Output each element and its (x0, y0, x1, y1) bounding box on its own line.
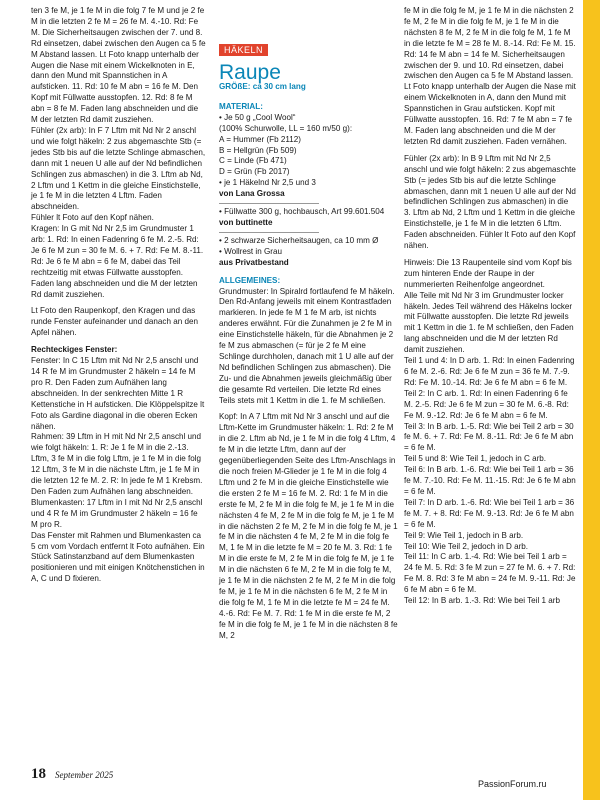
article-title: Raupe (219, 61, 281, 84)
material-heading: MATERIAL: (219, 101, 263, 111)
material-source: aus Privatbestand (219, 257, 289, 267)
general-heading: ALLGEMEINES: (219, 275, 281, 285)
paragraph: Fühler (2x arb): In B 9 Lftm mit Nd Nr 2,5 anschl und wie folgt häkeln: 2 zus abgemaschte Stb (= jedes Stb bis auf die letzte Schlinge abmaschen, dann mit 1 neuen U alle auf der Nd befindlichen Schlingen zus abmaschen) in die 3. Lftm ab Nd, 2 Lftm und 1 Kettm in die gleiche Einstichstelle, je 1 fe M in die letzten 6 Lftm. Faden abschneiden. Fühler lt Foto auf den Kopf nähen. (404, 153, 576, 251)
material-line: B = Hellgrün (Fb 509) (219, 145, 297, 155)
paragraph: Lt Foto den Raupenkopf, den Kragen und das runde Fenster aufeinander und danach an den Apfel nähen. (31, 306, 198, 338)
paragraph: Grundmuster: In Spiralrd fortlaufend fe M häkeln. Den Rd-Anfang jeweils mit einem Kontrastfaden markieren. In jede fe M 1 fe M arb, ist nichts anderes erwähnt. Für die Zunahmen je 2 fe M in eine Einstichstelle häkeln, für die Abnahmen je 2 fe M zus abmaschen (= für je 2 fe M eine Schlinge durchholen, danach mit 1 U alle auf der Nd befindlichen Schlingen zus abmaschen). Die Zu- und die Abnahmen jeweils gleichmäßig über die gesamte Rd verteilen. Die letzte Rd eines Teils stets mit 1 Kettm in die 1. fe M schließen. (219, 286, 395, 405)
paragraph: ten 3 fe M, je 1 fe M in die folg 7 fe M und je 2 fe M in die letzten 2 fe M = 26 fe M. 4.-10. Rd: Fe M. Die Sicherheitsaugen zwischen der 7. und 8. Rd einsetzen, dabei zwischen den Augen ca 5 fe M Abstand lassen. Lt Foto knapp unterhalb der Augen die Nase mit einem Wickelknoten in E, dann den Mund mit Spannstichen in A aufsticken. 11. Rd: 10 fe M abn = 16 fe M. Den Kopf mit Füllwatte ausstopfen. 12. Rd: 8 fe M abn = 8 fe M. Faden lang abschneiden und die M der letzten Rd damit zusziehen. (31, 6, 206, 125)
material-line: C = Linde (Fb 471) (219, 156, 287, 166)
material-line: D = Grün (Fb 2017) (219, 167, 290, 177)
paragraph: Teil 7: In D arb. 1.-6. Rd: Wie bei Teil 1 arb = 36 fe M. 7. + 8. Rd: Fe M. 9.-13. Rd: Je 6 fe M abn = 6 fe M. (404, 497, 575, 529)
material-line: A = Hummer (Fb 2112) (219, 134, 301, 144)
material-line: • je 1 Häkelnd Nr 2,5 und 3 (219, 178, 316, 188)
column-right (404, 6, 576, 607)
paragraph: Rahmen: 39 Lftm in H mit Nd Nr 2,5 anschl und wie folgt häkeln: 1. R: Je 1 fe M in die 2.-13. Lftm, 3 fe M in die folg Lftm, je 1 fe M in die folg 12 Lftm, 3 fe M in die nächste Lftm, je 1 fe M in die letzten 12 fe M. 2. R: In jede fe M 1 Krebsm. Den Faden zum Aufnähen lang abschneiden. (31, 432, 203, 496)
paragraph: Teil 3: In B arb. 1.-5. Rd: Wie bei Teil 2 arb = 30 fe M. 6. + 7. Rd: Fe M. 8.-11. Rd: Je 6 fe M abn = 6 fe M. (404, 421, 574, 453)
paragraph: Teil 5 und 8: Wie Teil 1, jedoch in C arb. (404, 454, 547, 464)
divider (219, 203, 319, 204)
paragraph: Teil 11: In C arb. 1.-4. Rd: Wie bei Teil 1 arb = 24 fe M. 5. Rd: 3 fe M zun = 27 fe M. 6. + 7. Rd: Fe M. 8. Rd: 3 fe M abn = 24 fe M. 9.-11. Rd: Je 6 fe M abn = 6 fe M. (404, 552, 576, 595)
paragraph: Das Fenster mit Rahmen und Blumenkasten ca 5 cm vom Vordach entfernt lt Foto aufnähen. Ein Stück Satinstanzband auf dem Blumenkasten positionieren und mit einigen Knötchenstichen in A, C und D fixieren. (31, 530, 205, 584)
page-number: 18 (31, 766, 46, 782)
paragraph: Teil 1 und 4: In D arb. 1. Rd: In einen Fadenring 6 fe M. 2.-6. Rd: Je 6 fe M zun = 36 fe M. 7.-9. Rd: Fe M. 10.-14. Rd: Je 6 fe M abn = 6 fe M. (404, 356, 575, 387)
issue-date: September 2025 (55, 770, 114, 780)
paragraph: Alle Teile mit Nd Nr 3 im Grundmuster locker häkeln. Jedes Teil während des Häkelns locker mit Füllwatte ausstopfen. Die letzte Rd jeweils mit 1 Kettm in die 1. fe M schließen, den Faden lang abschneiden und die M der letzten Rd damit zusziehen. (404, 290, 574, 355)
section-heading: Rechteckiges Fenster: (31, 345, 118, 355)
material-line: • 2 schwarze Sicherheitsaugen, ca 10 mm Ø (219, 235, 379, 245)
material-source: von buttinette (219, 217, 273, 227)
column-left (31, 6, 206, 585)
paragraph: Teil 10: Wie Teil 2, jedoch in D arb. (404, 541, 529, 551)
paragraph: Teil 2: In C arb. 1. Rd: In einen Fadenring 6 fe M. 2.-5. Rd: Je 6 fe M zun = 30 fe M. 6.-8. Rd: Fe M. 9.-12. Rd: Je 6 fe M abn = 6 fe M. (404, 388, 569, 420)
material-source: von Lana Grossa (219, 189, 285, 199)
paragraph: Fühler (2x arb): In F 7 Lftm mit Nd Nr 2 anschl und wie folgt häkeln: 2 zus abgemaschte Stb (= jedes Stb bis auf die letzte Schlinge abmaschen, dann mit 1 neuen U alle auf der Nd befindlichen Schlingen zus abmaschen) in die 3. Lftm ab Nd, 2 Lftm und 1 Kettm in die gleiche Einstichstelle, je 1 fe M in die letzten 4 Lftm. Faden abschneiden. (31, 125, 206, 212)
paragraph: Teil 9: Wie Teil 1, jedoch in B arb. (404, 530, 524, 540)
size-line: GRÖßE: ca 30 cm lang (219, 82, 306, 91)
category-badge: HÄKELN (219, 44, 268, 56)
paragraph: Fühler lt Foto auf den Kopf nähen. (31, 213, 154, 223)
paragraph: Teil 6: In B arb. 1.-6. Rd: Wie bei Teil 1 arb = 36 fe M. 7.-10. Rd: Fe M. 11.-15. Rd: Je 6 fe M abn = 6 fe M. (404, 465, 576, 496)
watermark: PassionForum.ru (478, 779, 547, 789)
material-line: • Je 50 g „Cool Wool“ (219, 112, 296, 122)
paragraph: Kopf: In A 7 Lftm mit Nd Nr 3 anschl und auf die Lftm-Kette im Grundmuster häkeln: 1. Rd: 2 fe M in die 2. Lftm ab Nd, je 1 fe M in die folg 4 Lftm, 4 fe M in die letzte Lftm, dann auf der gegenüberliegenden Seite des Lftm-Anschlags in die noch freien M-Glieder je 1 fe M in die folg 4 Lftm und 2 fe M in die gleiche Einstichstelle wie die ersten 2 fe M = 16 fe M. 2. Rd: 1 fe M in die erste fe M, 2 fe M in die folg fe M, je 1 fe M in die nächsten 4 fe M, 2 fe M in die folg fe M, je 1 fe M in die nächsten 2 fe M, 2 fe M in die folg fe M, je 1 fe M in die nächsten 4 fe M, 2 fe M in die folg fe M, 1 fe M in die letzte fe M = 20 fe M. 3. Rd: 1 fe M in die erste fe M, 2 fe M in die folg fe M, je 1 fe M in die nächsten 6 fe M, 2 fe M in die folg fe M, je 1 fe M in die nächsten 2 fe M, 2 fe M in die folg fe M, je 1 fe M in die nächsten 6 fe M, 2 fe M in die folg fe M, 1 fe M in die letzte fe M = 24 fe M. 4.-6. Rd: Fe M. 7. Rd: 1 fe M in die erste fe M, 2 fe M in die folg fe M, je 1 fe M in die nächsten 8 fe M, 2 (219, 412, 398, 640)
material-line: • Füllwatte 300 g, hochbausch, Art 99.601.504 (219, 207, 385, 217)
divider (219, 232, 319, 233)
material-line: • Wollrest in Grau (219, 246, 282, 256)
paragraph: Fenster: In C 15 Lftm mit Nd Nr 2,5 anschl und 14 R fe M im Grundmuster 2 häkeln = 14 fe M pro R. Den Faden zum Aufnähen lang abschneiden. In der senkrechten Mitte 1 R Kettenstiche in H aufsticken. Die Klöppelspitze lt Foto als Gardine diagonal in die oberen Ecken nähen. (31, 356, 205, 431)
paragraph: Blumenkasten: 17 Lftm in I mit Nd Nr 2,5 anschl und 4 R fe M im Grundmuster 2 häkeln = 16 fe M pro R. (31, 497, 203, 529)
paragraph: Hinweis: Die 13 Raupenteile sind vom Kopf bis zum hinteren Ende der Raupe in der nummerierten Reihenfolge angeordnet. (404, 257, 572, 289)
column-middle (219, 82, 399, 642)
page-footer (31, 765, 113, 783)
paragraph: fe M in die folg fe M, je 1 fe M in die nächsten 2 fe M, 2 fe M in die folg fe M, je 1 fe M in die nächsten 8 fe M, 2 fe M in die folg fe M, 1 fe M in die letzte fe M = 28 fe M. 8.-14. Rd: Fe M. 15. Rd: 14 fe M abn = 14 fe M. Sicherheitsaugen zwischen der 9. und 10. Rd einsetzen, dabei zwischen den Augen ca 5 fe M Abstand lassen. Lt Foto knapp unterhalb der Augen die Nase mit einem Wickelknoten in A, dann den Mund mit Spannstichen in Grau aufsticken. Kopf mit Füllwatte ausstopfen. 16. Rd: 7 fe M abn = 7 fe M. Faden lang abschneiden und die M der letzten Rd damit zusziehen. Faden vernähen. (404, 6, 576, 146)
paragraph: Teil 12: In B arb. 1.-3. Rd: Wie bei Teil 1 arb (404, 596, 560, 606)
material-line: (100% Schurwolle, LL = 160 m/50 g): (219, 123, 353, 133)
paragraph: Kragen: In G mit Nd Nr 2,5 im Grundmuster 1 arb: 1. Rd: In einen Fadenring 6 fe M. 2.-5. Rd: Je 6 fe M zun = 30 fe M. 6. + 7. Rd: Fe M. 8.-11. Rd: Je 6 fe M abn = 6 fe M, dabei das Teil rechtzeitig mit etwas Füllwatte ausstopfen. Faden lang abschneiden und die M der letzten Rd damit zusziehen. (31, 224, 204, 299)
